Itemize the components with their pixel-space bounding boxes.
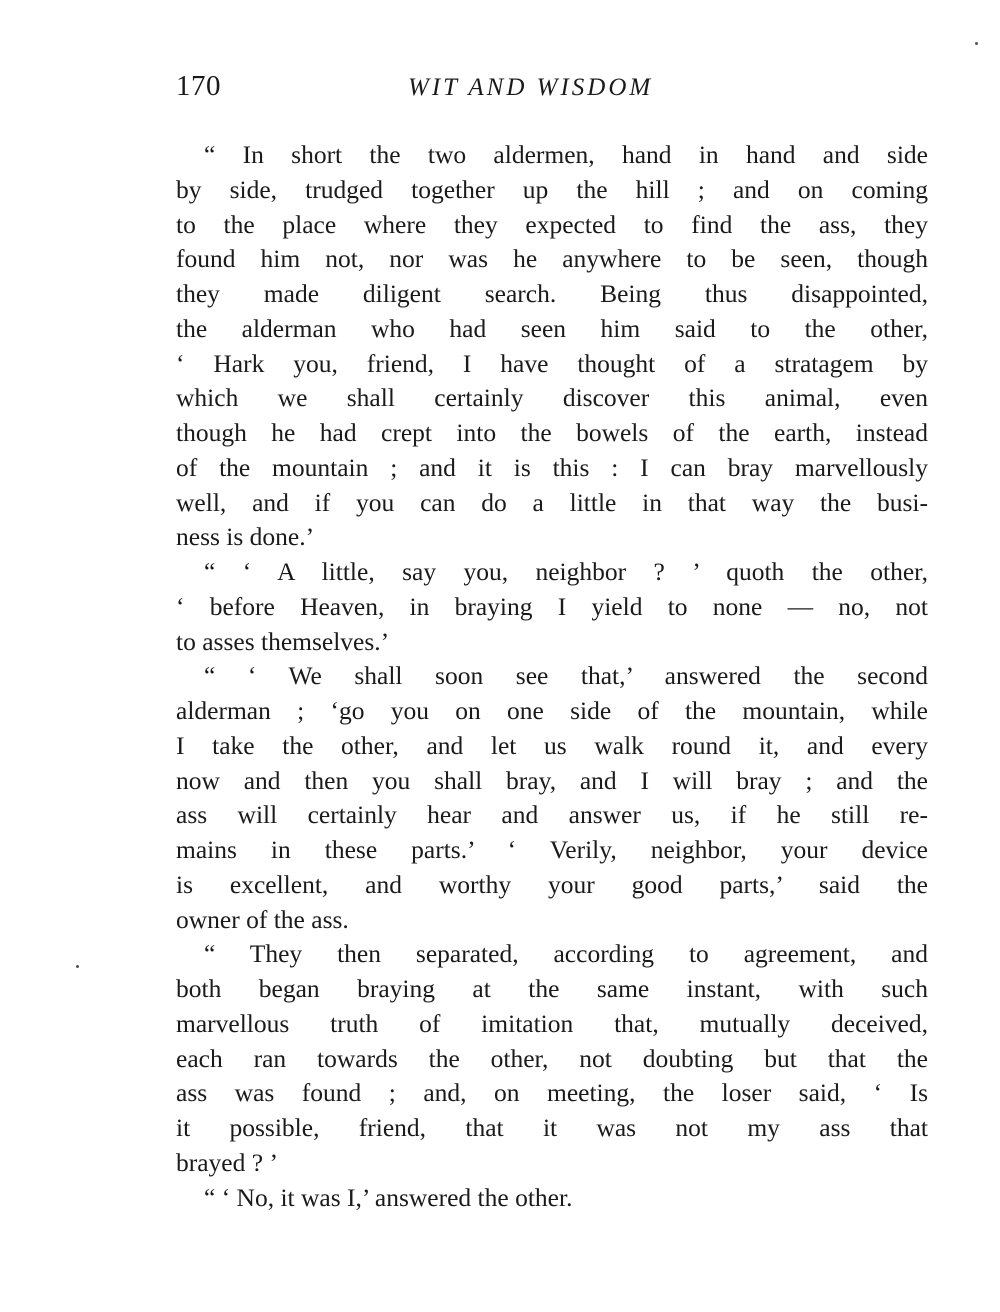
text-line: by side, trudged together up the hill ; and on coming [176, 174, 928, 204]
text-line: they made diligent search. Being thus disappointed, [176, 279, 928, 308]
text-line: found him not, nor was he anywhere to be seen, though [176, 244, 928, 274]
text-line: now and then you shall bray, and I will bray ; and the [176, 765, 928, 795]
text-line: of the mountain ; and it is this : I can bray marvellously [176, 452, 928, 482]
paragraph-1 [176, 138, 928, 555]
text-line: to asses themselves.’ [176, 626, 390, 656]
text-line: owner of the ass. [176, 904, 349, 934]
scan-speck [975, 42, 978, 45]
text-line: each ran towards the other, not doubting but that the [176, 1043, 928, 1073]
text-line: “ ‘ No, it was I,’ answered the other. [204, 1182, 573, 1212]
text-line: which we shall certainly discover this animal, even [176, 383, 928, 413]
text-line: ass will certainly hear and answer us, if he still re- [176, 800, 928, 830]
text-line: to the place where they expected to find the ass, they [176, 209, 928, 239]
text-line: it possible, friend, that it was not my ass that [176, 1113, 928, 1142]
scan-speck [76, 965, 79, 968]
text-line: “ ‘ We shall soon see that,’ answered the second [204, 661, 928, 691]
text-line: ‘ before Heaven, in braying I yield to none — no, not [176, 591, 928, 621]
paragraph-4 [176, 937, 928, 1180]
text-line: alderman ; ‘go you on one side of the mountain, while [176, 696, 928, 725]
text-line: ness is done.’ [176, 522, 315, 552]
text-line: well, and if you can do a little in that way the busi- [176, 487, 928, 517]
body-text [176, 138, 928, 1215]
text-line: though he had crept into the bowels of the earth, instead [176, 418, 928, 447]
text-line: mains in these parts.’ ‘ Verily, neighbor, your device [176, 835, 928, 864]
paragraph-2 [176, 555, 928, 659]
running-title: WIT AND WISDOM [408, 74, 654, 101]
text-line: the alderman who had seen him said to the other, [176, 313, 928, 343]
text-line: is excellent, and worthy your good parts,’ said the [176, 869, 928, 899]
text-line: “ They then separated, according to agreement, and [204, 939, 928, 969]
text-line: I take the other, and let us walk round it, and every [176, 730, 928, 760]
text-line: brayed ? ’ [176, 1147, 278, 1177]
text-line: ass was found ; and, on meeting, the loser said, ‘ Is [176, 1078, 928, 1108]
text-line: marvellous truth of imitation that, mutually deceived, [176, 1008, 928, 1038]
paragraph-3 [176, 659, 928, 937]
paragraph-5 [176, 1181, 928, 1216]
running-head [176, 70, 928, 110]
page-number: 170 [176, 70, 221, 102]
text-line: ‘ Hark you, friend, I have thought of a stratagem by [176, 348, 928, 378]
text-line: both began braying at the same instant, with such [176, 974, 928, 1003]
text-line: “ In short the two aldermen, hand in hand and side [204, 140, 928, 169]
text-line: “ ‘ A little, say you, neighbor ? ’ quoth the other, [204, 557, 928, 586]
